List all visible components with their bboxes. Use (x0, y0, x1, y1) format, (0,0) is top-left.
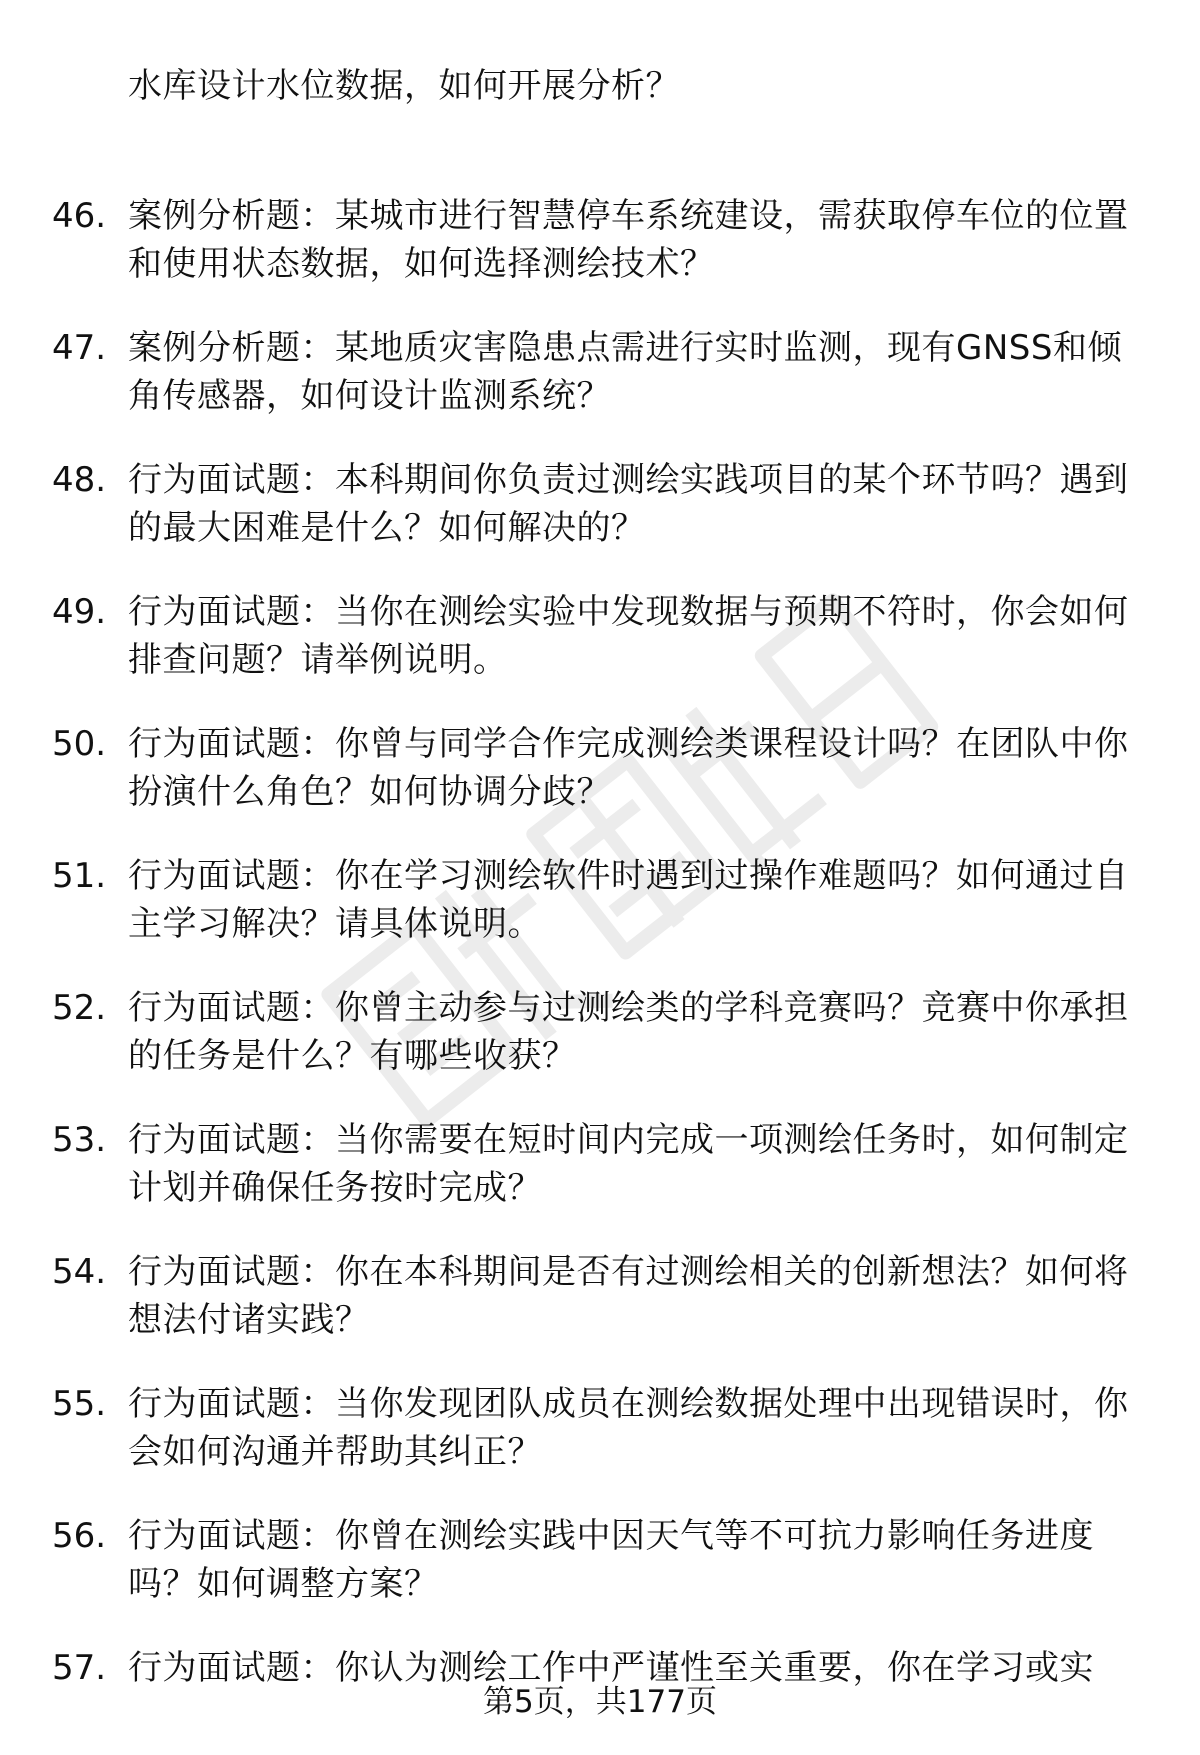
question-number: 55. (52, 1384, 107, 1424)
question-number: 50. (52, 724, 107, 764)
question-number: 51. (52, 856, 107, 896)
question-text: 行为面试题：本科期间你负责过测绘实践项目的某个环节吗？遇到的最大困难是什么？如何解决的？ (128, 460, 1129, 548)
question-text: 行为面试题：你在本科期间是否有过测绘相关的创新想法？如何将想法付诸实践？ (128, 1252, 1129, 1340)
list-item (0, 588, 1200, 720)
list-item (0, 984, 1200, 1116)
question-text: 案例分析题：某地质灾害隐患点需进行实时监测，现有GNSS和倾角传感器，如何设计监测系统？ (128, 328, 1122, 416)
question-text: 水库设计水位数据，如何开展分析？ (128, 66, 680, 106)
question-text: 行为面试题：你在学习测绘软件时遇到过操作难题吗？如何通过自主学习解决？请具体说明。 (128, 856, 1129, 944)
question-number: 53. (52, 1120, 107, 1160)
question-text: 行为面试题：当你发现团队成员在测绘数据处理中出现错误时，你会如何沟通并帮助其纠正？ (128, 1384, 1129, 1472)
question-number: 52. (52, 988, 107, 1028)
question-number: 47. (52, 328, 107, 368)
question-text: 行为面试题：你曾在测绘实践中因天气等不可抗力影响任务进度吗？如何调整方案？ (128, 1516, 1094, 1604)
question-number: 57. (52, 1648, 107, 1688)
page-footer: 第5页，共177页 (483, 1684, 717, 1720)
list-item (0, 720, 1200, 852)
question-list (0, 62, 1200, 1704)
list-item (0, 192, 1200, 324)
list-item (0, 852, 1200, 984)
question-number: 46. (52, 196, 107, 236)
list-item (0, 1380, 1200, 1512)
list-item (0, 1512, 1200, 1644)
question-number: 49. (52, 592, 107, 632)
question-text: 行为面试题：你曾与同学合作完成测绘类课程设计吗？在团队中你扮演什么角色？如何协调分歧？ (128, 724, 1129, 812)
list-item (0, 456, 1200, 588)
question-number: 56. (52, 1516, 107, 1556)
question-text: 行为面试题：你认为测绘工作中严谨性至关重要，你在学习或实 (128, 1648, 1094, 1688)
list-item (0, 62, 1200, 192)
question-text: 行为面试题：当你在测绘实验中发现数据与预期不符时，你会如何排查问题？请举例说明。 (128, 592, 1129, 680)
question-text: 行为面试题：你曾主动参与过测绘类的学科竞赛吗？竞赛中你承担的任务是什么？有哪些收获？ (128, 988, 1129, 1076)
question-number: 48. (52, 460, 107, 500)
list-item (0, 324, 1200, 456)
question-text: 案例分析题：某城市进行智慧停车系统建设，需获取停车位的位置和使用状态数据，如何选择测绘技术？ (128, 196, 1129, 284)
list-item (0, 1248, 1200, 1380)
question-text: 行为面试题：当你需要在短时间内完成一项测绘任务时，如何制定计划并确保任务按时完成？ (128, 1120, 1129, 1208)
list-item (0, 1116, 1200, 1248)
question-number: 54. (52, 1252, 107, 1292)
